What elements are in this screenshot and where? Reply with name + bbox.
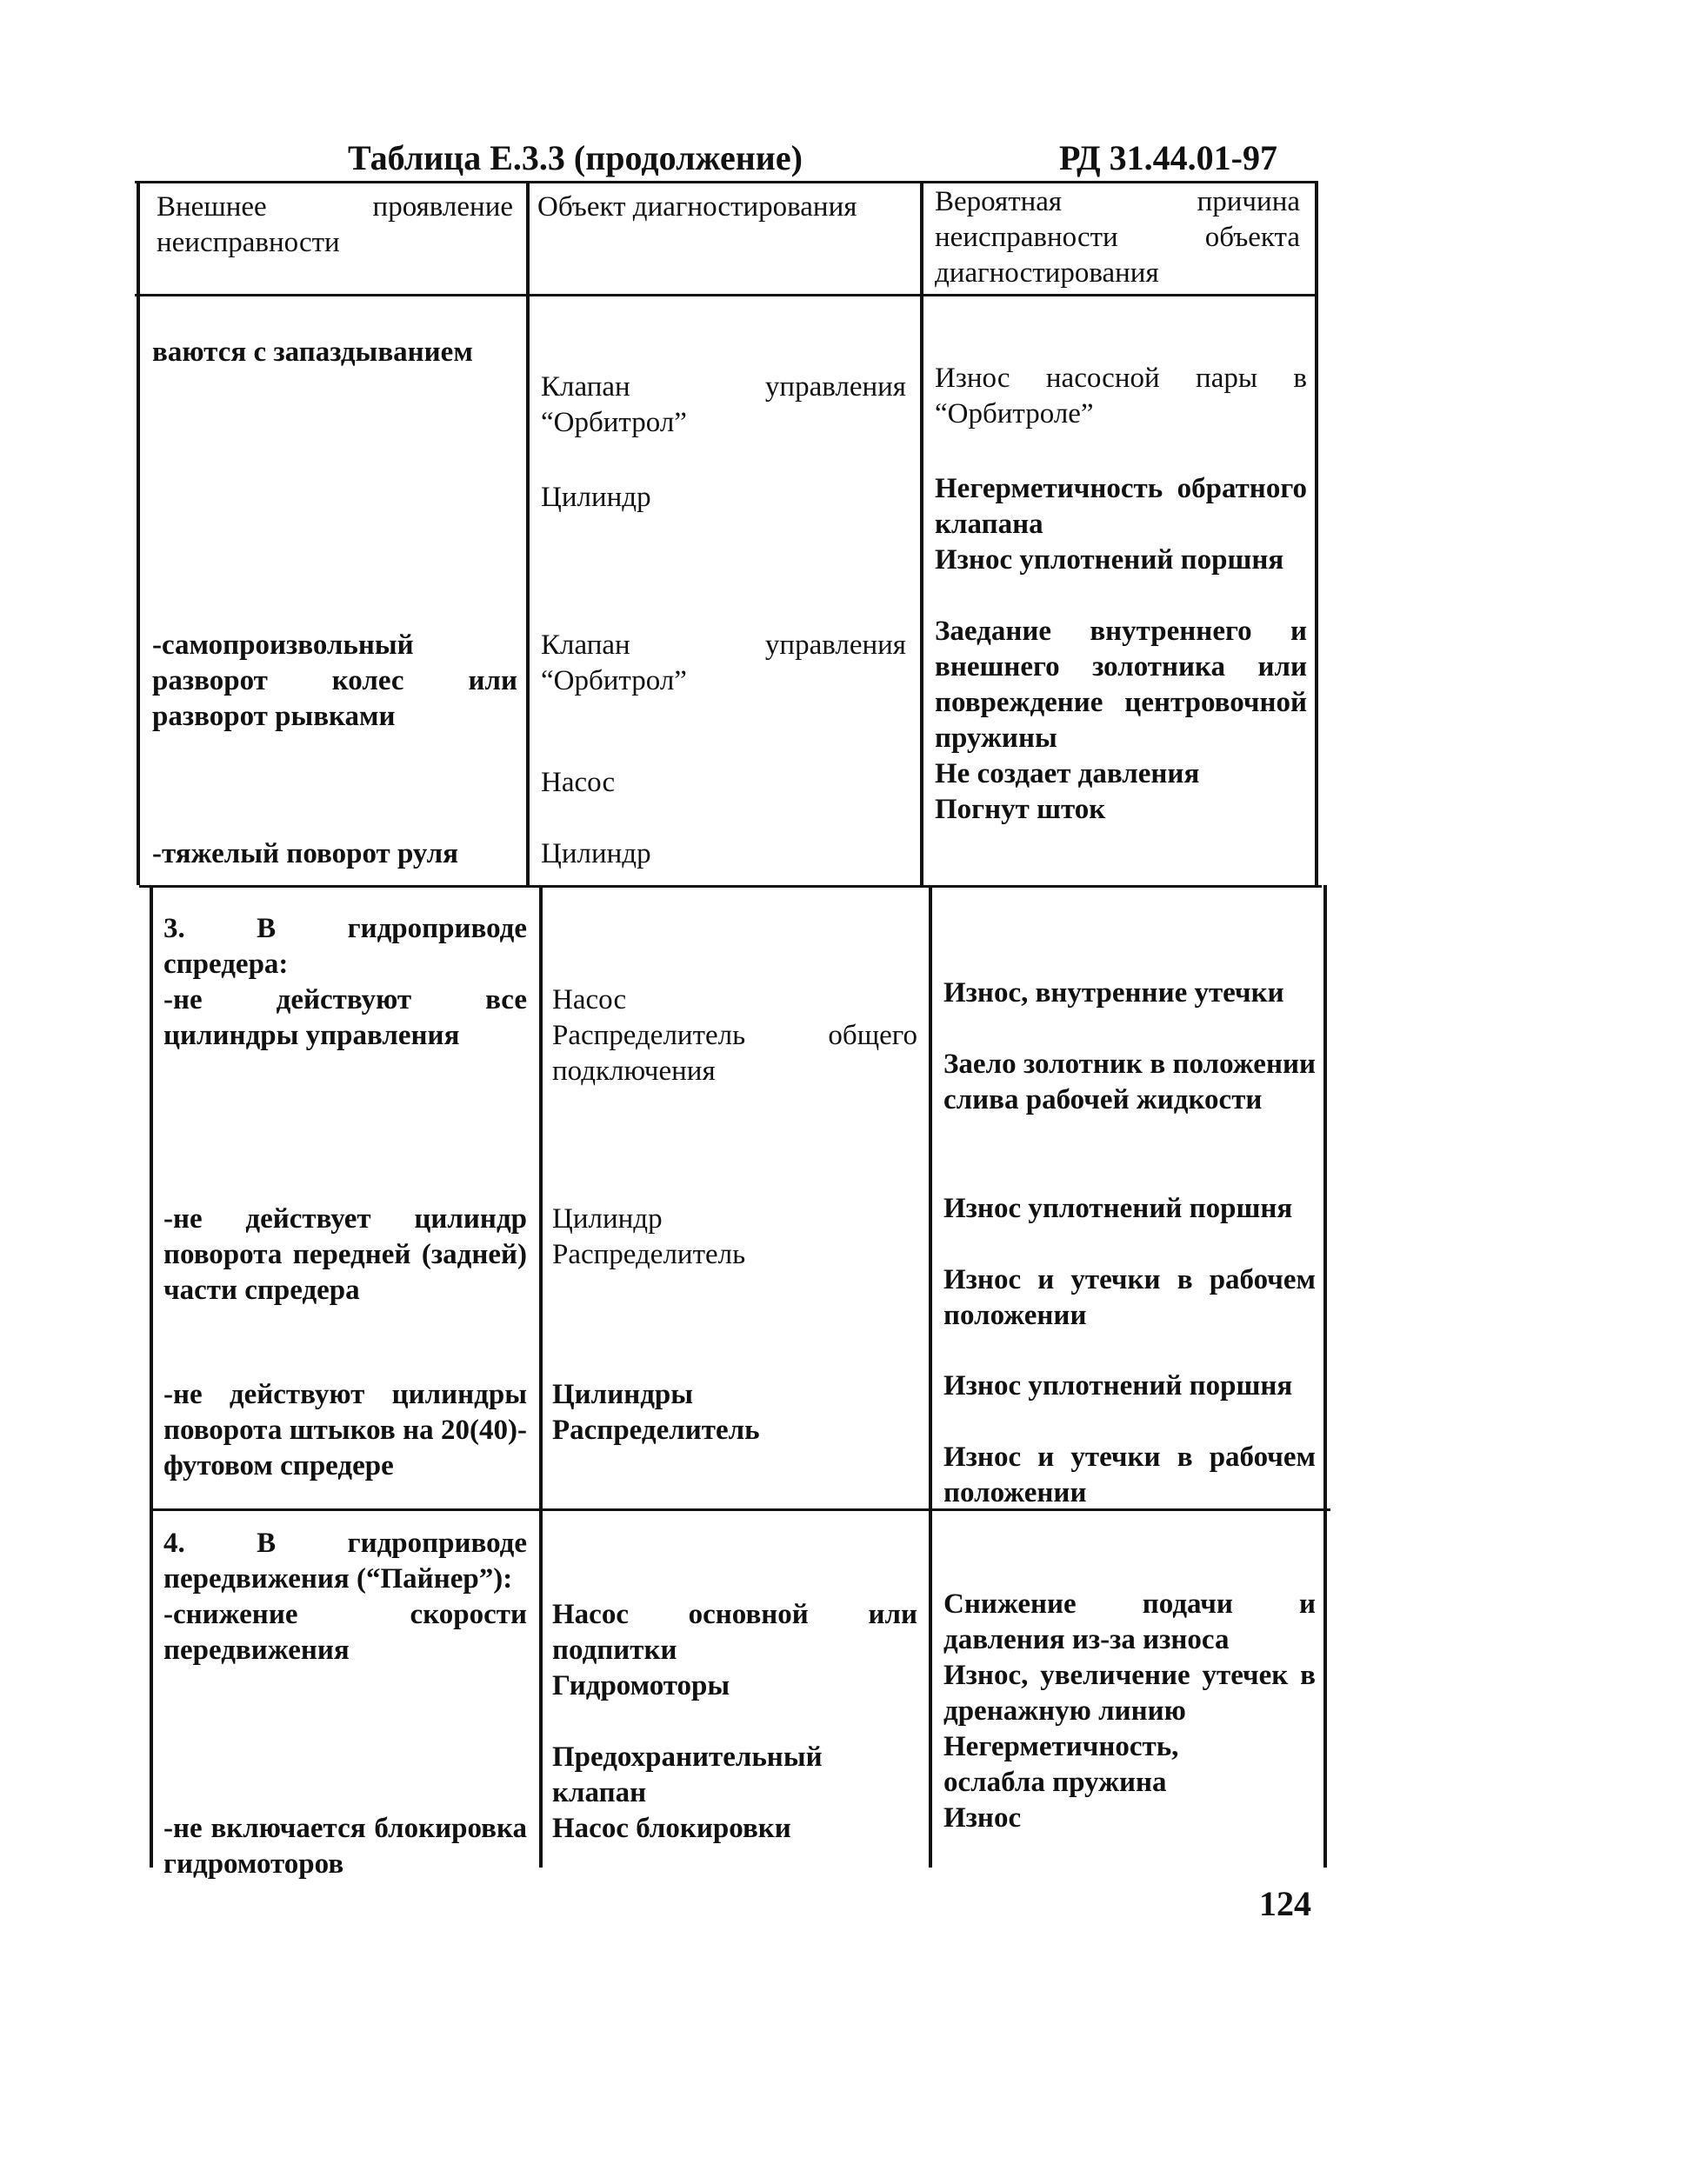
section-spreader-title: 3. В гидроприводе спредера: xyxy=(163,913,527,980)
cause-bent-rod: Погнут шток xyxy=(935,794,1106,825)
symptom-reduced-speed: -снижение скорости передвижения xyxy=(163,1599,527,1666)
cause-spool-stuck: Заело золотник в положении слива рабочей жидкости xyxy=(943,1049,1316,1115)
col-border-mid1-1 xyxy=(526,181,530,885)
cause-leaks-working-pos: Износ и утечки в рабочем положении xyxy=(943,1264,1316,1331)
cause-pump-pair-wear: Износ насосной пары в “Орбитроле” xyxy=(935,363,1307,429)
object-relief-valve: Предохранительный клапан xyxy=(552,1741,823,1808)
object-distributor: Распределитель xyxy=(552,1239,746,1270)
cause-leaks-working-pos-2: Износ и утечки в рабочем положении xyxy=(943,1442,1316,1508)
object-cylinder: Цилиндр xyxy=(541,482,651,513)
section-travel-title: 4. В гидроприводе передвижения (“Пайнер”): xyxy=(163,1528,527,1595)
symptom-continuation: ваются с запаздыванием xyxy=(152,336,473,368)
cause-piston-seal-wear-3: Износ уплотнений поршня xyxy=(943,1370,1293,1402)
object-hydromotors: Гидромоторы xyxy=(552,1670,730,1701)
object-common-distributor: Распределитель общего подключения xyxy=(552,1020,917,1087)
col-border-mid1-2 xyxy=(539,885,543,1868)
object-cylinders: Цилиндры xyxy=(552,1379,694,1410)
cause-check-valve-leak: Негерметичность обратного клапана xyxy=(935,473,1307,540)
object-orbitrol-valve-2: Клапан управления “Орбитрол” xyxy=(541,629,906,696)
col-border-right-2 xyxy=(1323,885,1327,1868)
cause-drain-leaks: Износ, увеличение утечек в дренажную линию xyxy=(943,1660,1316,1727)
symptom-lock-not-engaged: -не включается блокировка гидромоторов xyxy=(163,1813,527,1880)
cause-piston-seal-wear-2: Износ уплотнений поршня xyxy=(943,1193,1293,1224)
table-top-border xyxy=(135,181,1317,183)
cause-internal-leaks: Износ, внутренние утечки xyxy=(943,977,1284,1009)
page-number: 124 xyxy=(1259,1884,1311,1923)
column-header-symptom: Внешнее проявление неисправности xyxy=(157,191,513,258)
row-separator-1 xyxy=(139,885,1322,888)
symptom-self-turn: -самопроизвольный разворот колес или разворот рывками xyxy=(152,629,517,732)
col-border-left-1 xyxy=(137,181,140,885)
column-header-cause: Вероятная причина неисправности объекта диагностирования xyxy=(935,186,1300,289)
symptom-heavy-steering: -тяжелый поворот руля xyxy=(152,838,458,869)
cause-weak-spring: Негерметичность, ослабла пружина xyxy=(943,1731,1179,1798)
cause-piston-seal-wear: Износ уплотнений поршня xyxy=(935,544,1284,576)
symptom-twistlock-cylinders: -не действуют цилиндры поворота штыков на 20(40)-футовом спредере xyxy=(163,1379,527,1482)
col-border-mid2-1 xyxy=(920,181,923,885)
document-code: РД 31.44.01-97 xyxy=(1059,138,1277,177)
object-cylinder-3: Цилиндр xyxy=(552,1203,663,1235)
symptom-front-rear-cylinder: -не действует цилиндр поворота передней (задней) части спредера xyxy=(163,1203,527,1306)
object-cylinder-2: Цилиндр xyxy=(541,838,651,869)
table-title: Таблица Е.3.3 (продолжение) xyxy=(348,138,803,177)
header-bottom-border xyxy=(135,294,1317,296)
object-orbitrol-valve: Клапан управления “Орбитрол” xyxy=(541,371,906,438)
col-border-right-1 xyxy=(1315,181,1318,885)
object-lock-pump: Насос блокировки xyxy=(552,1813,791,1844)
col-border-left-2 xyxy=(150,885,153,1868)
object-main-pump: Насос основной или подпитки xyxy=(552,1599,917,1666)
object-pump: Насос xyxy=(541,767,616,798)
object-distributor-2: Распределитель xyxy=(552,1415,760,1446)
cause-reduced-flow: Снижение подачи и давления из-за износа xyxy=(943,1588,1316,1655)
column-header-object: Объект диагностирования xyxy=(537,191,857,223)
cause-spool-jam: Заедание внутреннего и внешнего золотника или повреждение центровочной пружины xyxy=(935,616,1307,754)
symptom-all-cylinders: -не действуют все цилиндры управления xyxy=(163,984,527,1051)
cause-no-pressure: Не создает давления xyxy=(935,758,1200,789)
cause-wear: Износ xyxy=(943,1802,1022,1834)
col-border-mid2-2 xyxy=(929,885,932,1868)
object-pump-2: Насос xyxy=(552,984,627,1015)
